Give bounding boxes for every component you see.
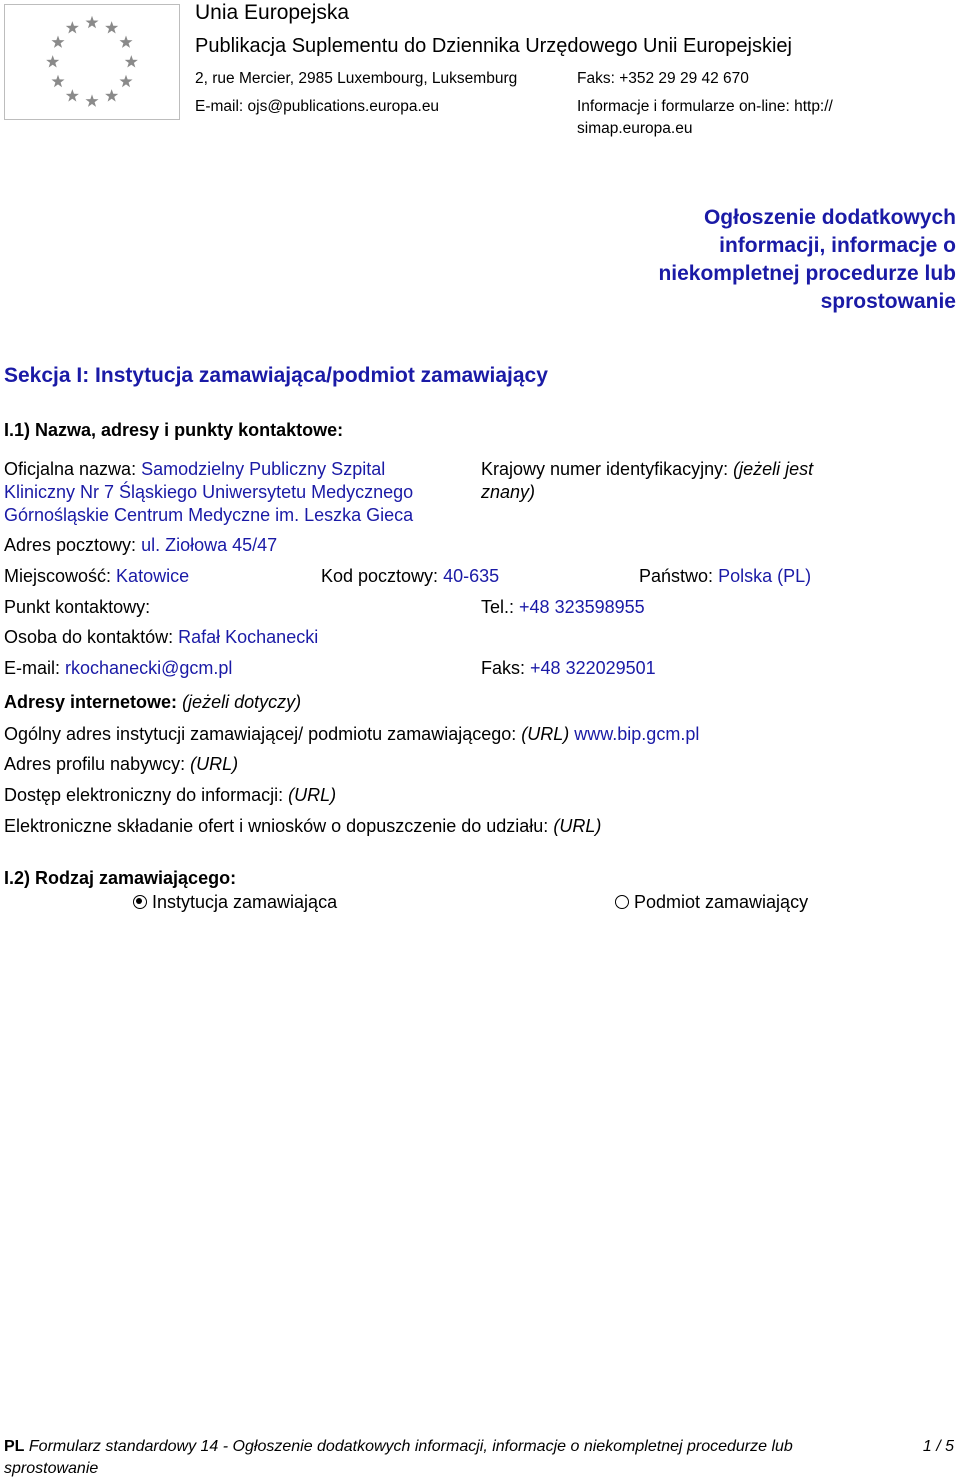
contact-person: Osoba do kontaktów: Rafał Kochanecki (4, 627, 319, 647)
header-info-line2[interactable]: simap.europa.eu (577, 120, 693, 137)
footer-page-number: 1 / 5 (922, 1438, 954, 1455)
country-value: Polska (PL) (718, 566, 812, 586)
header-fax: Faks: +352 29 29 42 670 (577, 70, 749, 87)
postcode-value: 40-635 (443, 566, 500, 586)
city: Miejscowość: Katowice (4, 566, 190, 586)
internet-addresses-heading: Adresy internetowe: (jeżeli dotyczy) (4, 692, 302, 712)
eu-stars-icon (5, 5, 179, 119)
header-address: 2, rue Mercier, 2985 Luxembourg, Luksemburg (195, 70, 518, 87)
header-title: Unia Europejska (195, 1, 350, 24)
email-link[interactable]: rkochanecki@gcm.pl (65, 658, 233, 678)
header-info-line1: Informacje i formularze on-line: http:// (577, 98, 833, 115)
footer-form-line2: sprostowanie (4, 1460, 99, 1477)
contact-point: Punkt kontaktowy: (4, 597, 151, 617)
telephone-value: +48 323598955 (519, 597, 645, 617)
electronic-access: Dostęp elektroniczny do informacji: (URL) (4, 785, 337, 805)
electronic-submission: Elektroniczne składanie ofert i wniosków o dopuszczenie do udziału: (URL) (4, 816, 602, 836)
general-address-link[interactable]: www.bip.gcm.pl (574, 724, 700, 744)
postal-address-value: ul. Ziołowa 45/47 (141, 535, 278, 555)
subsection-i1-title: I.1) Nazwa, adresy i punkty kontaktowe: (4, 420, 344, 440)
postcode: Kod pocztowy: 40-635 (321, 566, 500, 586)
footer-lang: PL (4, 1438, 25, 1455)
general-address: Ogólny adres instytucji zamawiającej/ podmiotu zamawiającego: (URL) www.bip.gcm.pl (4, 724, 700, 744)
option-contracting-entity[interactable]: Podmiot zamawiający (615, 892, 808, 913)
footer-form-line1: Formularz standardowy 14 - Ogłoszenie dodatkowych informacji, informacje o niekompletnej procedurze lub (28, 1438, 793, 1455)
national-id: Krajowy numer identyfikacyjny: (jeżeli jest znany) (481, 459, 814, 502)
option-contracting-authority[interactable]: Instytucja zamawiająca (133, 892, 337, 913)
official-name: Oficjalna nazwa: Samodzielny Publiczny Szpital Kliniczny Nr 7 Śląskiego Uniwersytetu Medycznego Górnośląskie Centrum Medyczne im. Leszka Gieca (4, 459, 414, 525)
fax: Faks: +48 322029501 (481, 658, 656, 678)
country: Państwo: Polska (PL) (639, 566, 812, 586)
header-email: E-mail: ojs@publications.europa.eu (195, 98, 440, 115)
city-value: Katowice (116, 566, 190, 586)
notice-title: Ogłoszenie dodatkowych informacji, informacje o niekompletnej procedurze lub sprostowanie (658, 206, 956, 313)
radio-unchecked-icon[interactable] (615, 895, 629, 909)
postal-address: Adres pocztowy: ul. Ziołowa 45/47 (4, 535, 278, 555)
email: E-mail: rkochanecki@gcm.pl (4, 658, 233, 678)
eu-logo (4, 4, 180, 120)
subsection-i2-title: I.2) Rodzaj zamawiającego: (4, 868, 237, 888)
header-subtitle: Publikacja Suplementu do Dziennika Urzędowego Unii Europejskiej (195, 35, 792, 57)
contact-person-value: Rafał Kochanecki (178, 627, 319, 647)
telephone: Tel.: +48 323598955 (481, 597, 645, 617)
radio-checked-icon[interactable] (133, 895, 147, 909)
section-title: Sekcja I: Instytucja zamawiająca/podmiot zamawiający (4, 364, 548, 387)
page-footer (4, 1436, 954, 1480)
buyer-profile: Adres profilu nabywcy: (URL) (4, 754, 239, 774)
official-name-value: Samodzielny Publiczny Szpital (141, 459, 386, 479)
fax-value: +48 322029501 (530, 658, 656, 678)
